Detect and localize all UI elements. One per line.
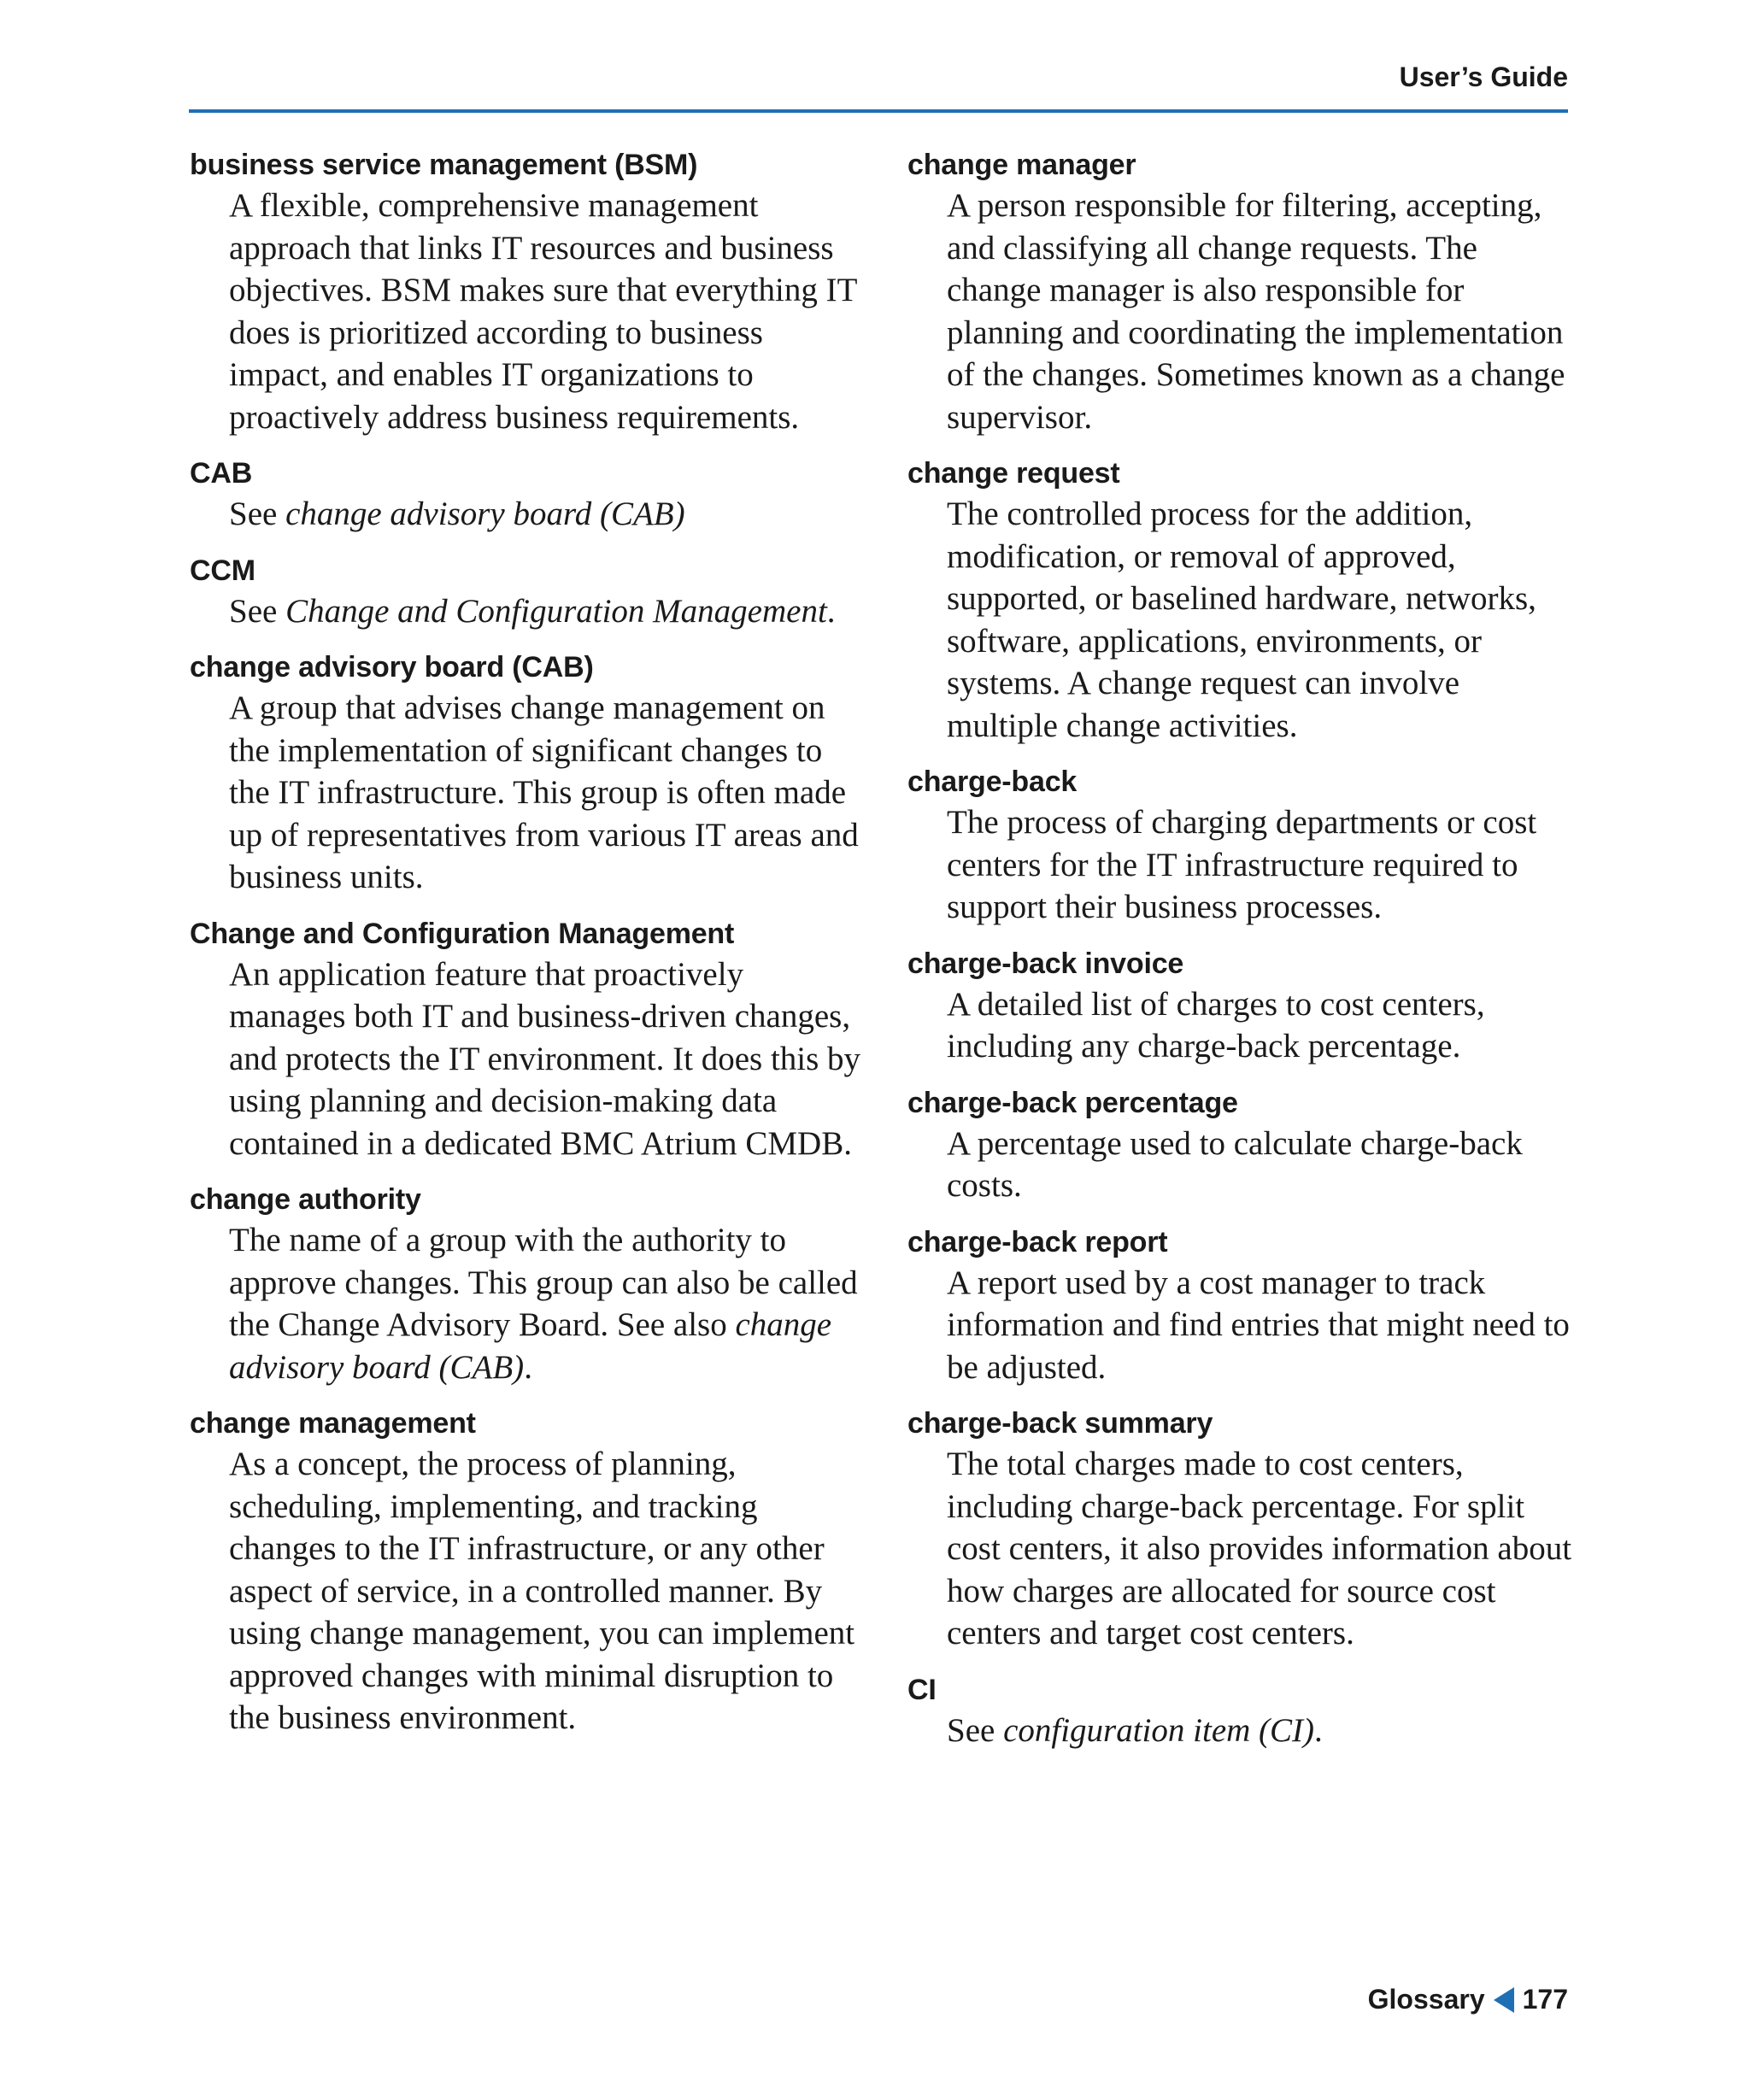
cross-reference[interactable]: change advisory board (CAB)	[285, 496, 685, 532]
glossary-entry	[907, 454, 1574, 747]
header-divider	[189, 109, 1568, 113]
glossary-definition: The controlled process for the addition, modification, or removal of approved, supported, or baselined hardware, networks, software, applications, environments, or systems. A change request can involve multiple change activities.	[947, 496, 1536, 744]
glossary-term: business service management (BSM)	[190, 149, 698, 181]
glossary-term: change request	[907, 457, 1120, 490]
see-label: See	[229, 592, 286, 630]
glossary-term: Change and Configuration Management	[190, 917, 735, 950]
glossary-definition: As a concept, the process of planning, scheduling, implementing, and tracking changes to the IT infrastructure, or any other aspect of service, in a controlled manner. By using change management, you can implement approved changes with minimal disruption to the business environment.	[229, 1446, 855, 1736]
see-label: See	[229, 496, 286, 532]
glossary-definition	[190, 590, 865, 633]
glossary-entry	[190, 648, 865, 899]
definition-tail: .	[826, 592, 836, 630]
glossary-term: change management	[190, 1407, 476, 1440]
see-label: See	[947, 1711, 1004, 1749]
glossary-definition: An application feature that proactively manages both IT and business-driven changes, and protects the IT environment. It does this by using planning and decision-making data contained in a dedicated BMC Atrium CMDB.	[229, 955, 861, 1162]
definition-tail: .	[524, 1348, 532, 1386]
glossary-entry	[190, 551, 865, 633]
glossary-definition	[907, 1710, 1574, 1752]
glossary-term: CI	[907, 1673, 937, 1706]
glossary-definition: A detailed list of charges to cost centers, including any charge-back percentage.	[947, 985, 1485, 1065]
page-footer	[1368, 1984, 1568, 2015]
running-header-title: User’s Guide	[1399, 62, 1568, 92]
cross-reference[interactable]: Change and Configuration Management	[285, 592, 827, 630]
glossary-entry	[190, 914, 865, 1165]
glossary-term: CCM	[190, 554, 255, 587]
glossary-definition: A person responsible for filtering, accepting, and classifying all change requests. The change manager is also responsible for planning and coordinating the implementation of the changes. Sometimes known as a change supervisor.	[947, 187, 1565, 436]
glossary-entry	[190, 1180, 865, 1388]
glossary-entry	[190, 454, 865, 536]
glossary-entry	[907, 1223, 1574, 1389]
glossary-entry	[190, 1404, 865, 1739]
glossary-entry	[907, 762, 1574, 929]
glossary-entry	[907, 145, 1574, 438]
glossary-definition: A percentage used to calculate charge-back costs.	[947, 1124, 1523, 1204]
glossary-definition: A group that advises change management on the implementation of significant changes to the IT infrastructure. This group is often made up of representatives from various IT areas and business units.	[229, 689, 859, 895]
page-number: 177	[1522, 1984, 1568, 2015]
glossary-term: change advisory board (CAB)	[190, 651, 594, 683]
glossary-definition: The total charges made to cost centers, including charge-back percentage. For split cost centers, it also provides information about how charges are allocated for source cost centers and target cost centers.	[947, 1446, 1572, 1651]
glossary-definition	[190, 1219, 865, 1388]
glossary-entry	[190, 145, 865, 438]
cross-reference[interactable]: change advisory board (CAB)	[229, 1306, 832, 1386]
glossary-entry	[907, 1083, 1574, 1207]
glossary-column-left	[190, 145, 865, 1755]
glossary-entry	[907, 1404, 1574, 1655]
left-triangle-icon	[1494, 1987, 1514, 2013]
glossary-term: charge-back report	[907, 1225, 1168, 1258]
glossary-term: charge-back	[907, 766, 1078, 798]
glossary-definition: The process of charging departments or cost centers for the IT infrastructure required to support their business processes.	[947, 804, 1537, 925]
glossary-entry	[907, 1670, 1574, 1752]
glossary-term: charge-back summary	[907, 1407, 1213, 1440]
glossary-term: change manager	[907, 149, 1136, 181]
glossary-definition	[190, 493, 865, 536]
glossary-term: change authority	[190, 1183, 421, 1216]
definition-text: The name of a group with the authority to approve changes. This group can also be called the Change Advisory Board. See also	[229, 1222, 858, 1343]
glossary-definition: A report used by a cost manager to track information and find entries that might need to be adjusted.	[947, 1264, 1570, 1386]
glossary-term: CAB	[190, 457, 253, 490]
glossary-term: charge-back percentage	[907, 1086, 1238, 1119]
definition-tail: .	[1314, 1711, 1323, 1749]
cross-reference[interactable]: configuration item (CI)	[1003, 1711, 1315, 1749]
footer-section-label: Glossary	[1367, 1984, 1485, 2015]
glossary-column-right	[907, 145, 1574, 1767]
glossary-entry	[907, 944, 1574, 1068]
glossary-definition: A flexible, comprehensive management approach that links IT resources and business objectives. BSM makes sure that everything IT does is prioritized according to business impact, and enables IT organizations to proactively address business requirements.	[229, 187, 857, 436]
glossary-term: charge-back invoice	[907, 947, 1184, 980]
